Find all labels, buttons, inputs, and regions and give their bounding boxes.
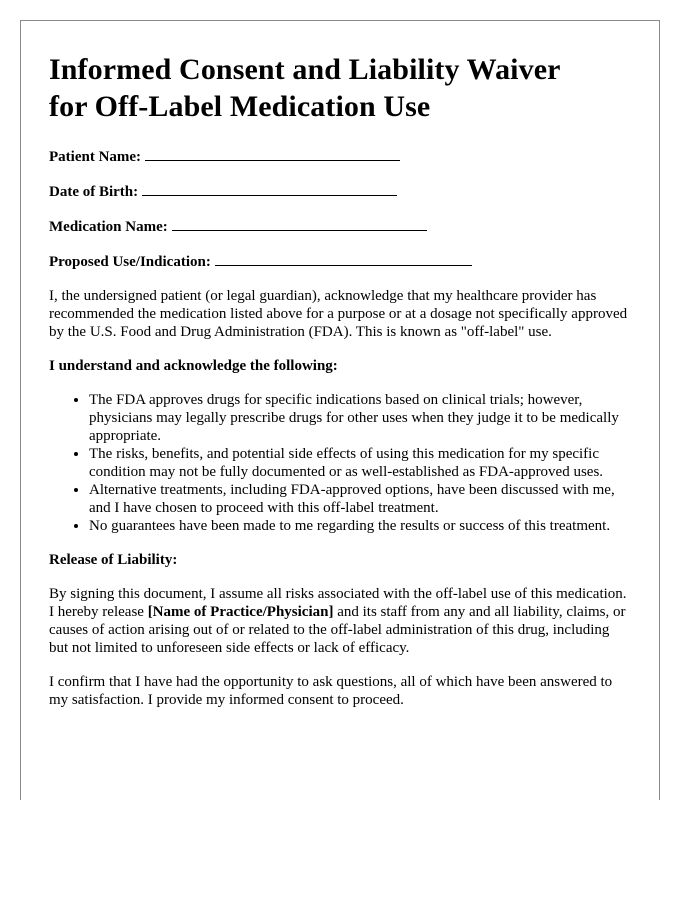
consent-document bbox=[20, 20, 660, 800]
field-label: Medication Name: bbox=[49, 219, 168, 235]
list-item: • Alternative treatments, including FDA-approved options, have been discussed with me, and I have chosen to proceed with this off-label treatment. bbox=[89, 481, 631, 517]
field-proposed-use bbox=[49, 252, 631, 271]
document-title bbox=[49, 51, 631, 125]
patient-name-line[interactable] bbox=[145, 147, 400, 161]
release-heading: Release of Liability: bbox=[49, 552, 178, 568]
field-medication-name bbox=[49, 217, 631, 236]
intro-paragraph: I, the undersigned patient (or legal guardian), acknowledge that my healthcare provider has recommended the medication listed above for a purpose or at a dosage not specifically approved by the U.S. Food and Drug Administration (FDA). This is known as "off-label" use. bbox=[49, 288, 628, 340]
field-patient-name bbox=[49, 147, 631, 166]
field-date-of-birth bbox=[49, 182, 631, 201]
acknowledge-list bbox=[49, 391, 631, 535]
list-item: • No guarantees have been made to me regarding the results or success of this treatment. bbox=[89, 517, 631, 535]
release-text-before: By signing this document, I assume all risks associated with the off-label use of this medication. I hereby release bbox=[49, 586, 627, 620]
medication-name-line[interactable] bbox=[172, 217, 427, 231]
proposed-use-line[interactable] bbox=[215, 252, 472, 266]
date-of-birth-line[interactable] bbox=[142, 182, 397, 196]
acknowledge-heading: I understand and acknowledge the following: bbox=[49, 358, 338, 374]
document-title-line-2: for Off-Label Medication Use bbox=[49, 90, 431, 123]
document-title-line-1: Informed Consent and Liability Waiver bbox=[49, 53, 561, 86]
practice-placeholder: [Name of Practice/Physician] bbox=[147, 604, 334, 620]
confirm-paragraph: I confirm that I have had the opportunity to ask questions, all of which have been answered to my satisfaction. I provide my informed consent to proceed. bbox=[49, 674, 613, 708]
release-text-after: and its staff from any and all liability, claims, or causes of action arising out of or related to the off-label administration of this drug, including but not limited to unforeseen side effects or lack of efficacy. bbox=[49, 604, 626, 656]
field-label: Patient Name: bbox=[49, 149, 142, 165]
list-item: • The risks, benefits, and potential side effects of using this medication for my specific condition may not be fully documented or as well-established as FDA-approved uses. bbox=[89, 445, 631, 481]
release-paragraph bbox=[49, 585, 631, 657]
field-label: Date of Birth: bbox=[49, 184, 139, 200]
list-item: • The FDA approves drugs for specific indications based on clinical trials; however, physicians may legally prescribe drugs for other uses when they judge it to be medically appropriate. bbox=[89, 391, 631, 445]
field-label: Proposed Use/Indication: bbox=[49, 254, 211, 270]
